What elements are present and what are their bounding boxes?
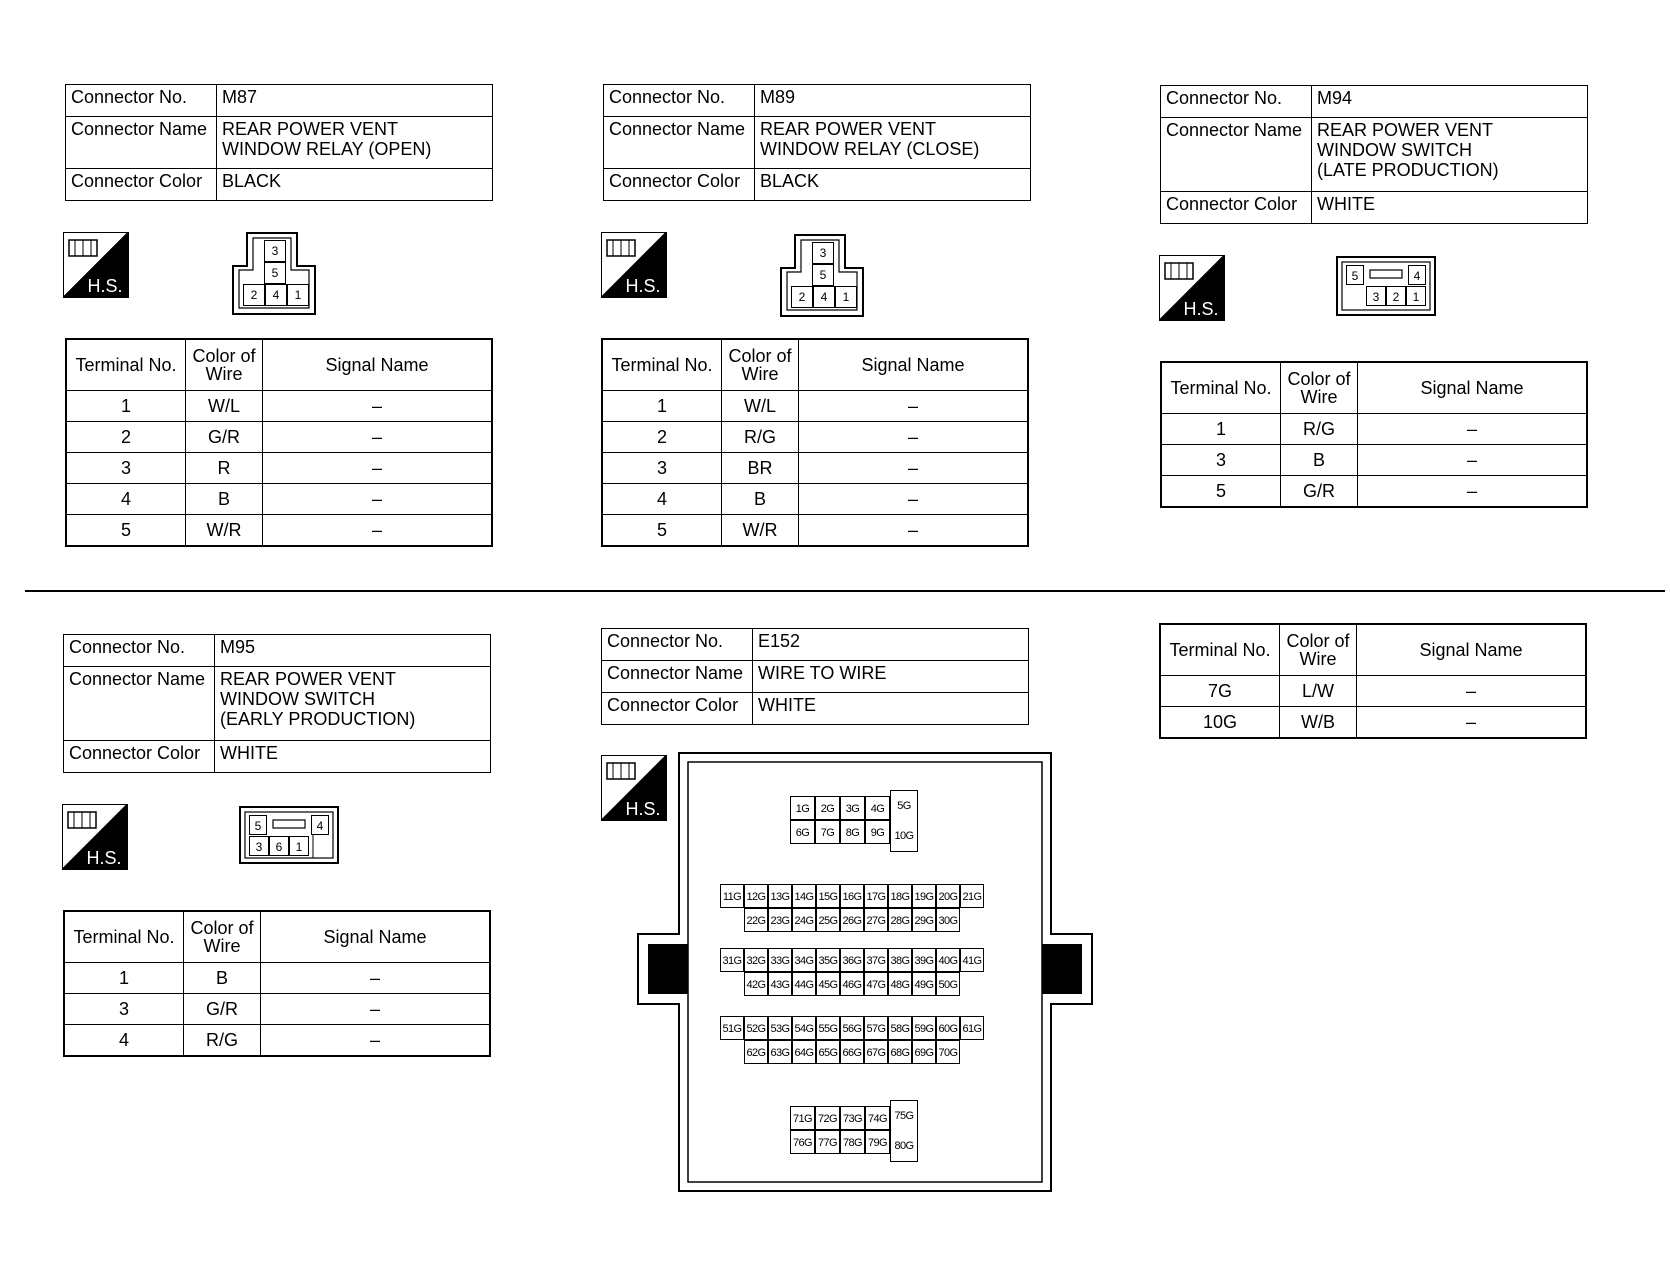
- connector-name-value: REAR POWER VENT WINDOW SWITCH (LATE PRODUCTION): [1312, 118, 1588, 192]
- section-divider: [25, 590, 1665, 592]
- terminal-cell: 11G: [720, 884, 744, 908]
- connector-color-value: WHITE: [753, 693, 1029, 725]
- svg-text:H.S.: H.S.: [86, 848, 122, 868]
- e152-connector-face: [636, 752, 1096, 1192]
- terminal-cell: 5G: [897, 800, 911, 812]
- terminal-cell: 6G: [790, 820, 815, 844]
- terminal-cell: 14G: [792, 884, 816, 908]
- connector-color-value: BLACK: [217, 169, 493, 201]
- m94-terminal-table: [1160, 361, 1588, 508]
- pin: 1: [289, 836, 309, 856]
- terminal-cell: 70G: [936, 1040, 960, 1064]
- terminal-cell: 3G: [840, 796, 865, 820]
- svg-text:H.S.: H.S.: [1183, 299, 1219, 319]
- m89-terminal-table: [601, 338, 1029, 547]
- connector-name-label: Connector Name: [604, 117, 755, 169]
- terminal-cell: 19G: [912, 884, 936, 908]
- harness-side-icon: [63, 232, 129, 298]
- terminal-cell: 76G: [790, 1130, 815, 1154]
- terminal-cell: 58G: [888, 1016, 912, 1040]
- terminal-cell: 69G: [912, 1040, 936, 1064]
- terminal-cell: 28G: [888, 908, 912, 932]
- terminal-no-header: Terminal No.: [1160, 624, 1280, 676]
- pin: 1: [1406, 286, 1426, 306]
- harness-side-icon: [62, 804, 128, 870]
- connector-no-value: M94: [1312, 86, 1588, 118]
- terminal-no-header: Terminal No.: [64, 911, 184, 963]
- m87-info-table: [65, 84, 493, 201]
- table-row: 1 B –: [64, 963, 490, 994]
- table-row: 7G L/W –: [1160, 676, 1586, 707]
- terminal-cell: 60G: [936, 1016, 960, 1040]
- signal-name-header: Signal Name: [1357, 624, 1587, 676]
- harness-side-icon: [1159, 255, 1225, 321]
- terminal-cell: 68G: [888, 1040, 912, 1064]
- connector-no-label: Connector No.: [66, 85, 217, 117]
- terminal-cell: 43G: [768, 972, 792, 996]
- connector-name-value: REAR POWER VENT WINDOW SWITCH (EARLY PRODUCTION): [215, 667, 491, 741]
- terminal-no-header: Terminal No.: [1161, 362, 1281, 414]
- pin: 2: [1386, 286, 1406, 306]
- table-row: 1 R/G –: [1161, 414, 1587, 445]
- table-row: 2 G/R –: [66, 422, 492, 453]
- table-row: 1 W/L –: [66, 391, 492, 422]
- terminal-cell: 9G: [865, 820, 890, 844]
- pin: 3: [264, 240, 286, 262]
- connector-name-value: REAR POWER VENT WINDOW RELAY (OPEN): [217, 117, 493, 169]
- terminal-cell: 54G: [792, 1016, 816, 1040]
- terminal-cell: 34G: [792, 948, 816, 972]
- terminal-cell: 12G: [744, 884, 768, 908]
- terminal-cell: 66G: [840, 1040, 864, 1064]
- svg-text:H.S.: H.S.: [625, 799, 661, 819]
- terminal-cell: 50G: [936, 972, 960, 996]
- terminal-cell: 78G: [840, 1130, 865, 1154]
- harness-side-icon: [601, 232, 667, 298]
- connector-name-label: Connector Name: [1161, 118, 1312, 192]
- terminal-cell: 40G: [936, 948, 960, 972]
- connector-color-label: Connector Color: [66, 169, 217, 201]
- table-row: 3 G/R –: [64, 994, 490, 1025]
- terminal-cell: 26G: [840, 908, 864, 932]
- connector-color-value: BLACK: [755, 169, 1031, 201]
- terminal-cell: 37G: [864, 948, 888, 972]
- terminal-cell: 45G: [816, 972, 840, 996]
- m94-connector-face: [1336, 256, 1436, 316]
- terminal-cell-pair: [890, 790, 918, 852]
- terminal-cell: 20G: [936, 884, 960, 908]
- terminal-cell: 29G: [912, 908, 936, 932]
- m87-terminal-table: [65, 338, 493, 547]
- pin: 1: [287, 284, 309, 306]
- terminal-cell: 42G: [744, 972, 768, 996]
- terminal-cell: 7G: [815, 820, 840, 844]
- e152-info-table: [601, 628, 1029, 725]
- terminal-cell: 59G: [912, 1016, 936, 1040]
- table-row: 4 B –: [602, 484, 1028, 515]
- pin: 4: [1408, 265, 1426, 285]
- wire-color-header: Color of Wire: [722, 339, 799, 391]
- table-row: 4 B –: [66, 484, 492, 515]
- connector-no-label: Connector No.: [1161, 86, 1312, 118]
- signal-name-header: Signal Name: [261, 911, 491, 963]
- terminal-cell: 44G: [792, 972, 816, 996]
- terminal-cell: 30G: [936, 908, 960, 932]
- terminal-cell: 18G: [888, 884, 912, 908]
- terminal-no-header: Terminal No.: [66, 339, 186, 391]
- pin: 3: [812, 242, 834, 264]
- connector-name-value: WIRE TO WIRE: [753, 661, 1029, 693]
- terminal-cell: 77G: [815, 1130, 840, 1154]
- wire-color-header: Color of Wire: [1281, 362, 1358, 414]
- pin: 2: [243, 284, 265, 306]
- connector-color-label: Connector Color: [602, 693, 753, 725]
- terminal-cell: 74G: [865, 1106, 890, 1130]
- table-row: 2 R/G –: [602, 422, 1028, 453]
- terminal-cell: 33G: [768, 948, 792, 972]
- connector-no-value: E152: [753, 629, 1029, 661]
- connector-color-label: Connector Color: [604, 169, 755, 201]
- connector-name-value: REAR POWER VENT WINDOW RELAY (CLOSE): [755, 117, 1031, 169]
- terminal-cell: 32G: [744, 948, 768, 972]
- terminal-cell: 72G: [815, 1106, 840, 1130]
- pin: 4: [813, 286, 835, 308]
- terminal-cell: 16G: [840, 884, 864, 908]
- terminal-cell: 61G: [960, 1016, 984, 1040]
- pin: 3: [249, 836, 269, 856]
- connector-no-value: M87: [217, 85, 493, 117]
- terminal-cell: 24G: [792, 908, 816, 932]
- connector-no-label: Connector No.: [602, 629, 753, 661]
- terminal-cell: 46G: [840, 972, 864, 996]
- terminal-cell: 1G: [790, 796, 815, 820]
- svg-text:H.S.: H.S.: [625, 276, 661, 296]
- terminal-cell: 51G: [720, 1016, 744, 1040]
- terminal-cell: 36G: [840, 948, 864, 972]
- terminal-cell: 80G: [894, 1140, 914, 1152]
- terminal-cell: 22G: [744, 908, 768, 932]
- terminal-cell: 10G: [894, 830, 914, 842]
- connector-no-label: Connector No.: [64, 635, 215, 667]
- terminal-cell: 17G: [864, 884, 888, 908]
- terminal-cell: 47G: [864, 972, 888, 996]
- terminal-cell: 64G: [792, 1040, 816, 1064]
- terminal-cell: 79G: [865, 1130, 890, 1154]
- e152-terminal-table: [1159, 623, 1587, 739]
- wire-color-header: Color of Wire: [186, 339, 263, 391]
- table-row: 3 BR –: [602, 453, 1028, 484]
- terminal-cell: 53G: [768, 1016, 792, 1040]
- connector-no-value: M89: [755, 85, 1031, 117]
- m95-terminal-table: [63, 910, 491, 1057]
- terminal-cell: 56G: [840, 1016, 864, 1040]
- terminal-cell: 67G: [864, 1040, 888, 1064]
- table-row: 1 W/L –: [602, 391, 1028, 422]
- terminal-cell: 41G: [960, 948, 984, 972]
- terminal-no-header: Terminal No.: [602, 339, 722, 391]
- signal-name-header: Signal Name: [799, 339, 1029, 391]
- terminal-cell: 65G: [816, 1040, 840, 1064]
- m94-info-table: [1160, 85, 1588, 224]
- connector-color-value: WHITE: [1312, 192, 1588, 224]
- connector-no-value: M95: [215, 635, 491, 667]
- terminal-cell-pair: [890, 1100, 918, 1162]
- terminal-cell: 23G: [768, 908, 792, 932]
- terminal-cell: 39G: [912, 948, 936, 972]
- table-row: 5 W/R –: [66, 515, 492, 547]
- terminal-cell: 71G: [790, 1106, 815, 1130]
- pin: 4: [311, 815, 329, 835]
- connector-name-label: Connector Name: [64, 667, 215, 741]
- connector-name-label: Connector Name: [602, 661, 753, 693]
- terminal-cell: 75G: [894, 1110, 914, 1122]
- connector-no-label: Connector No.: [604, 85, 755, 117]
- terminal-cell: 73G: [840, 1106, 865, 1130]
- terminal-cell: 2G: [815, 796, 840, 820]
- table-row: 3 B –: [1161, 445, 1587, 476]
- terminal-cell: 15G: [816, 884, 840, 908]
- terminal-cell: 35G: [816, 948, 840, 972]
- wire-color-header: Color of Wire: [1280, 624, 1357, 676]
- terminal-cell: 49G: [912, 972, 936, 996]
- m87-connector-face: [231, 232, 317, 316]
- pin: 5: [1346, 265, 1364, 285]
- table-row: 5 W/R –: [602, 515, 1028, 547]
- signal-name-header: Signal Name: [1358, 362, 1588, 414]
- connector-name-label: Connector Name: [66, 117, 217, 169]
- table-row: 4 R/G –: [64, 1025, 490, 1057]
- pin: 6: [269, 836, 289, 856]
- table-row: 5 G/R –: [1161, 476, 1587, 508]
- terminal-cell: 13G: [768, 884, 792, 908]
- terminal-cell: 62G: [744, 1040, 768, 1064]
- terminal-cell: 38G: [888, 948, 912, 972]
- terminal-cell: 63G: [768, 1040, 792, 1064]
- pin: 4: [265, 284, 287, 306]
- terminal-cell: 57G: [864, 1016, 888, 1040]
- m89-connector-face: [779, 234, 865, 318]
- connector-color-label: Connector Color: [64, 741, 215, 773]
- m95-info-table: [63, 634, 491, 773]
- pin: 5: [264, 262, 286, 284]
- terminal-cell: 31G: [720, 948, 744, 972]
- pin: 5: [812, 264, 834, 286]
- m95-connector-face: [239, 806, 339, 864]
- terminal-cell: 55G: [816, 1016, 840, 1040]
- table-row: 10G W/B –: [1160, 707, 1586, 739]
- terminal-cell: 21G: [960, 884, 984, 908]
- terminal-cell: 8G: [840, 820, 865, 844]
- terminal-cell: 52G: [744, 1016, 768, 1040]
- pin: 1: [835, 286, 857, 308]
- svg-text:H.S.: H.S.: [87, 276, 123, 296]
- table-row: 3 R –: [66, 453, 492, 484]
- signal-name-header: Signal Name: [263, 339, 493, 391]
- wire-color-header: Color of Wire: [184, 911, 261, 963]
- terminal-cell: 48G: [888, 972, 912, 996]
- connector-color-value: WHITE: [215, 741, 491, 773]
- pin: 5: [249, 815, 267, 835]
- connector-color-label: Connector Color: [1161, 192, 1312, 224]
- pin: 3: [1366, 286, 1386, 306]
- m89-info-table: [603, 84, 1031, 201]
- pin: 2: [791, 286, 813, 308]
- terminal-cell: 25G: [816, 908, 840, 932]
- terminal-cell: 4G: [865, 796, 890, 820]
- terminal-cell: 27G: [864, 908, 888, 932]
